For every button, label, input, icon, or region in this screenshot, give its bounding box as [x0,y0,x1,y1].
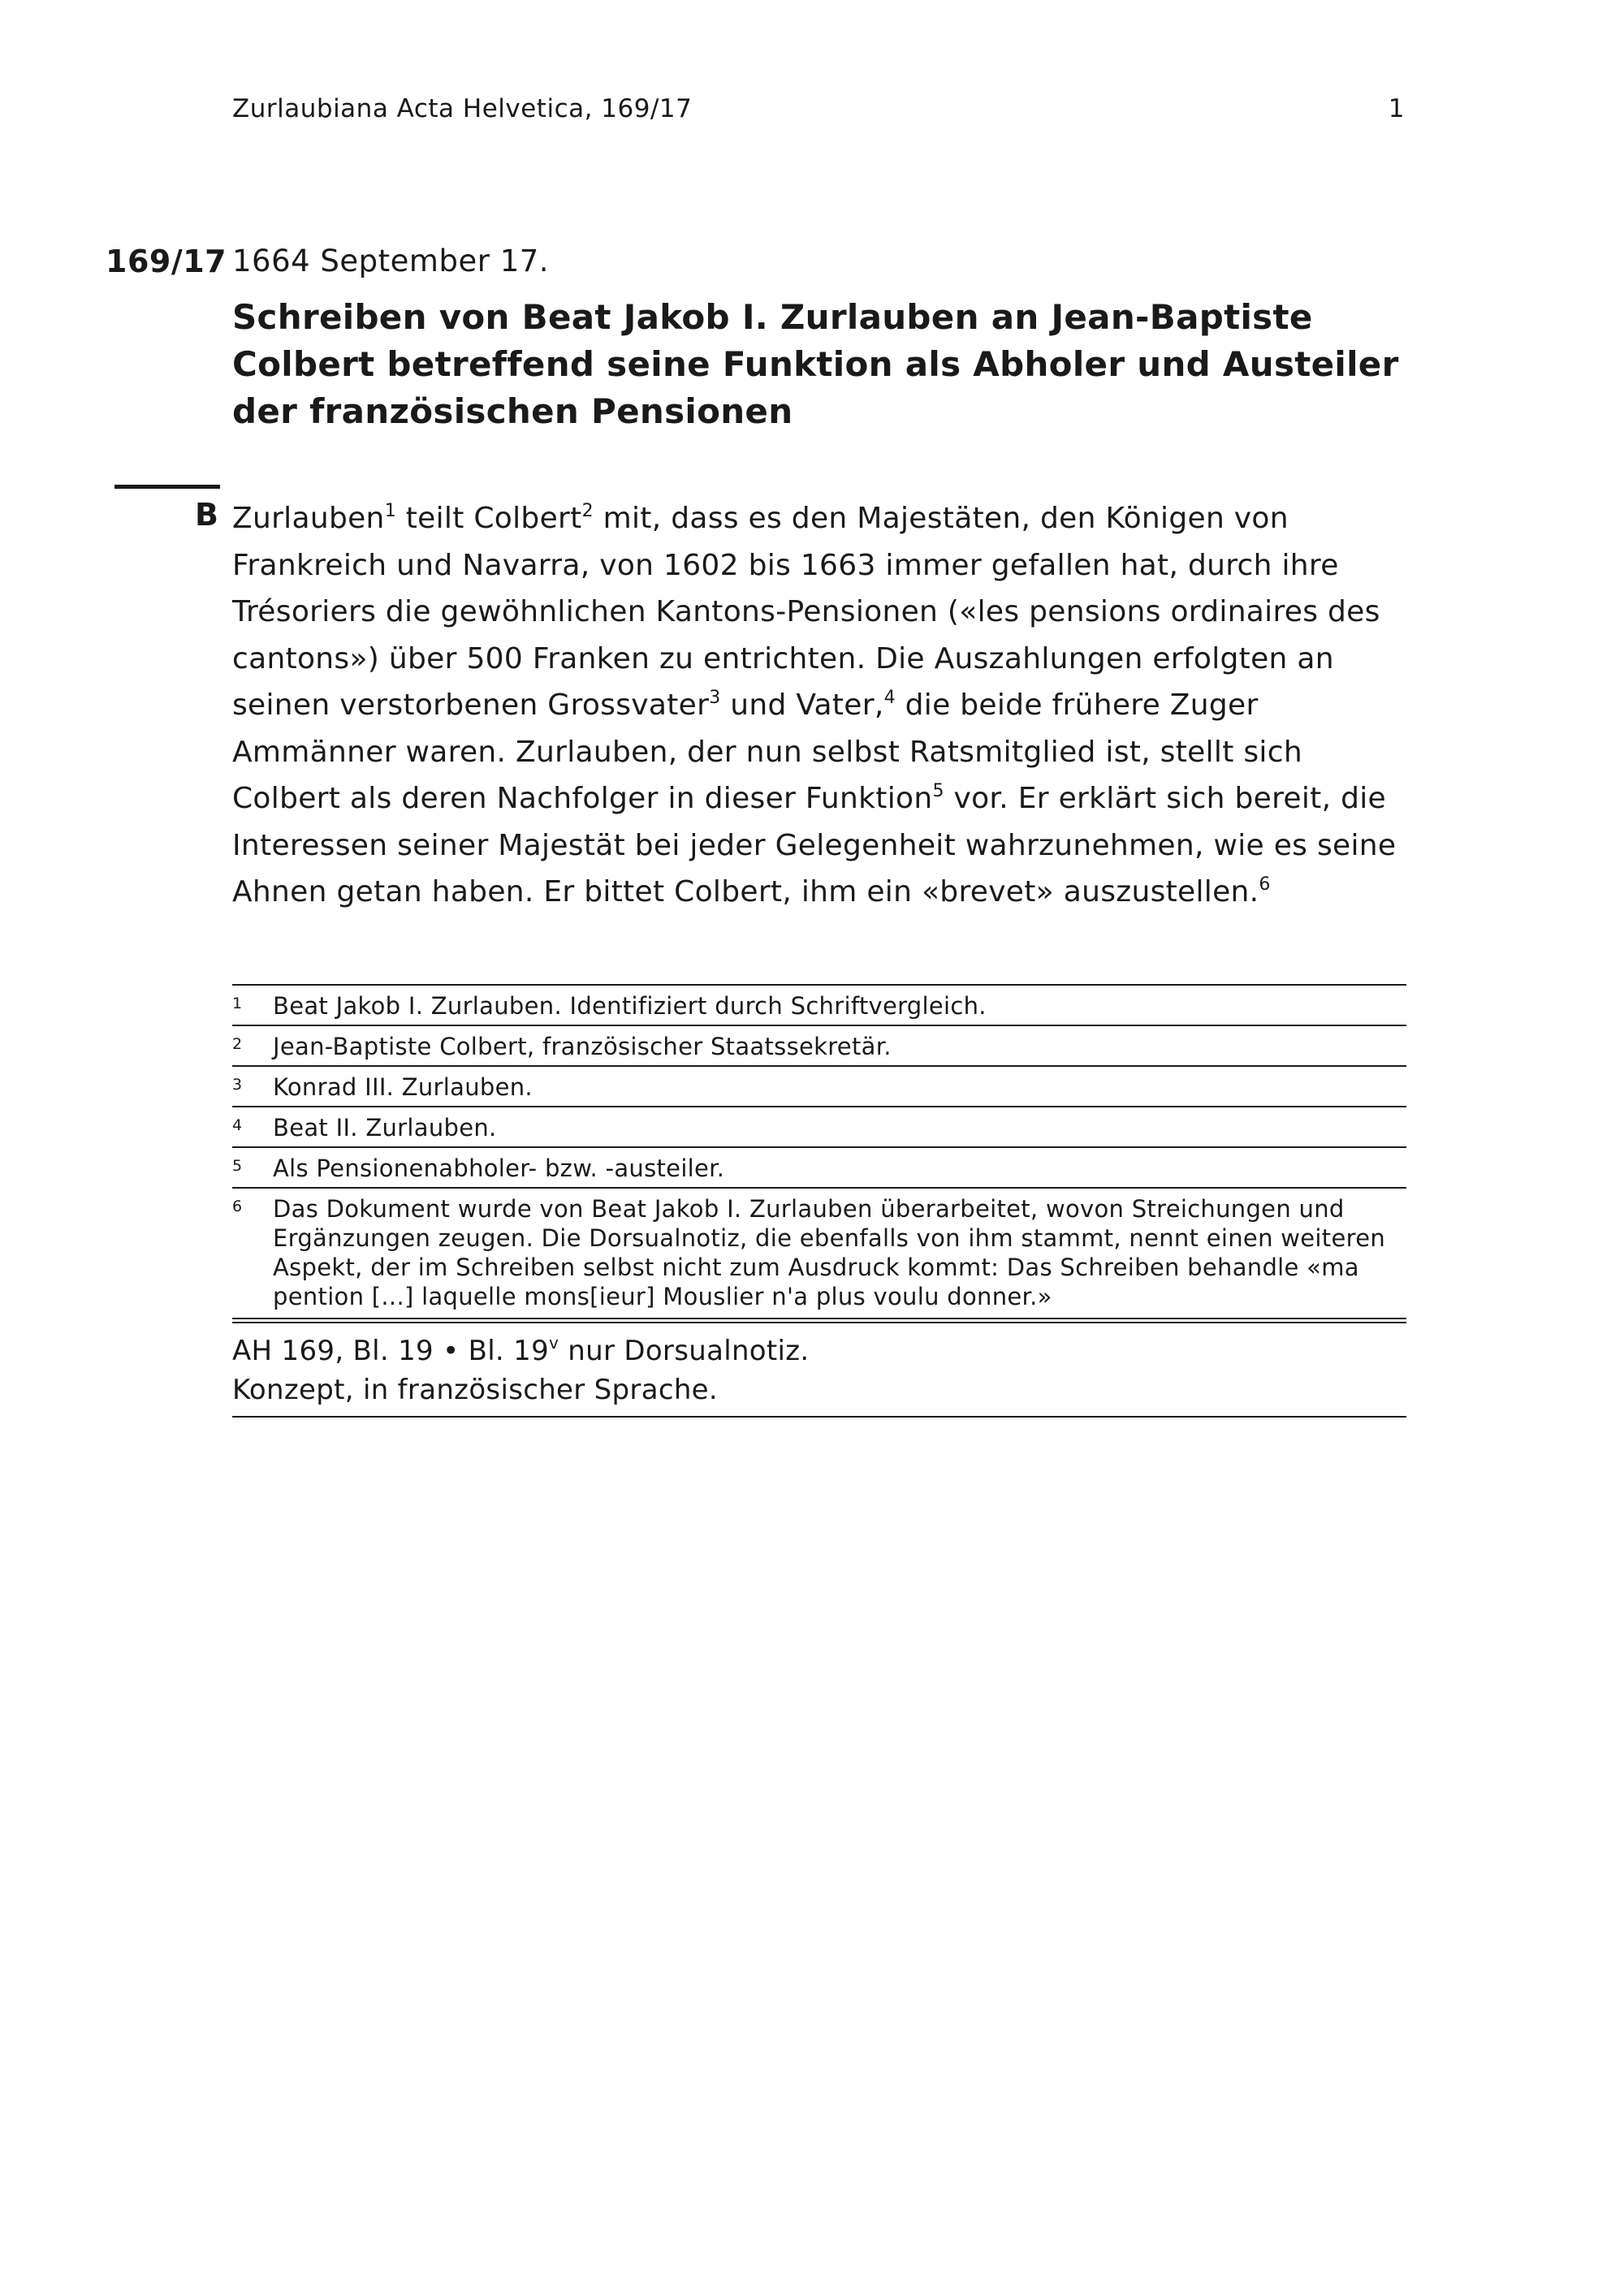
footnote-text: Konrad III. Zurlauben. [273,1073,533,1101]
footnote-ref: 5 [932,781,944,801]
section-mark: B [195,497,218,533]
source-description: Konzept, in französischer Sprache. [232,1374,718,1406]
page-number: 1 [1388,94,1405,123]
footnote-item [232,1026,1406,1067]
footnote-text: Das Dokument wurde von Beat Jakob I. Zurlauben überarbeitet, wovon Streichungen und Ergänzungen zeugen. Die Dorsualnotiz, die ebenfalls von ihm stammt, nennt einen weiteren Aspekt, der im Schreiben selbst nicht zum Ausdruck kommt: Das Schreiben behandle «ma pention [...] laquelle mons[ieur] Mouslier n'a plus voulu donner.» [273,1195,1386,1310]
footnote-number: 6 [232,1198,243,1215]
footnote-item [232,1107,1406,1148]
footnote-item [232,1189,1406,1319]
footnote-number: 5 [232,1157,243,1175]
source-shelfmark [232,1331,1406,1370]
footnote-text: Als Pensionenabholer- bzw. -austeiler. [273,1154,725,1182]
footnote-number: 2 [232,1035,243,1053]
footnote-text: Beat Jakob I. Zurlauben. Identifiziert durch Schriftvergleich. [273,992,987,1020]
abstract-text: teilt Colbert [396,502,582,535]
footnote-item [232,986,1406,1026]
abstract-text: Zurlauben [232,502,385,535]
source-shelfmark-text: AH 169, Bl. 19 • Bl. 19 [232,1335,550,1367]
title-rule [114,485,220,489]
footnote-ref: 3 [709,688,721,708]
footnote-text: Beat II. Zurlauben. [273,1114,497,1142]
footnote-item [232,1148,1406,1189]
footnote-text: Jean-Baptiste Colbert, französischer Staatssekretär. [273,1033,892,1060]
footnote-item [232,1067,1406,1107]
source-note [232,1322,1406,1418]
entry-date: 1664 September 17. [232,244,550,278]
abstract-text: vor. Er erklärt sich bereit, die Interessen seiner Majestät bei jeder Gelegenheit wahrzunehmen, wie es seine Ahnen getan haben. Er bittet Colbert, ihm ein «brevet» auszustellen. [232,782,1397,908]
footnote-ref: 6 [1259,874,1271,895]
running-head [232,94,1405,123]
abstract-text: und Vater, [720,688,884,722]
entry-number: 169/17 [106,244,227,279]
footnote-number: 3 [232,1076,243,1094]
footnote-ref: 4 [883,688,896,708]
entry-title: Schreiben von Beat Jakob I. Zurlauben an Jean-Baptiste Colbert betreffend seine Funktion als Abholer und Austeiler der französischen Pensionen [232,297,1399,431]
source-verso-mark: v [549,1333,559,1353]
footnotes [232,984,1406,1319]
abstract-text: mit, dass es den Majestäten, den Königen von Frankreich und Navarra, von 1602 bis 1663 immer gefallen hat, durch ihre Trésoriers die gewöhnlichen Kantons-Pensionen («les pensions ordinaires des cantons») über 500 Franken zu entrichten. Die Auszahlungen erfolgten an seinen verstorbenen Grossvater [232,502,1380,722]
source-dorsal-text: nur Dorsualnotiz. [559,1335,810,1367]
footnote-ref: 2 [581,501,594,521]
abstract-text: die beide frühere Zuger Ammänner waren. Zurlauben, der nun selbst Ratsmitglied ist, stellt sich Colbert als deren Nachfolger in dieser Funktion [232,688,1302,815]
abstract-paragraph [232,495,1418,916]
footnote-number: 1 [232,995,243,1012]
footnote-number: 4 [232,1116,243,1134]
footnote-ref: 1 [384,501,396,521]
running-head-title: Zurlaubiana Acta Helvetica, 169/17 [232,94,693,123]
